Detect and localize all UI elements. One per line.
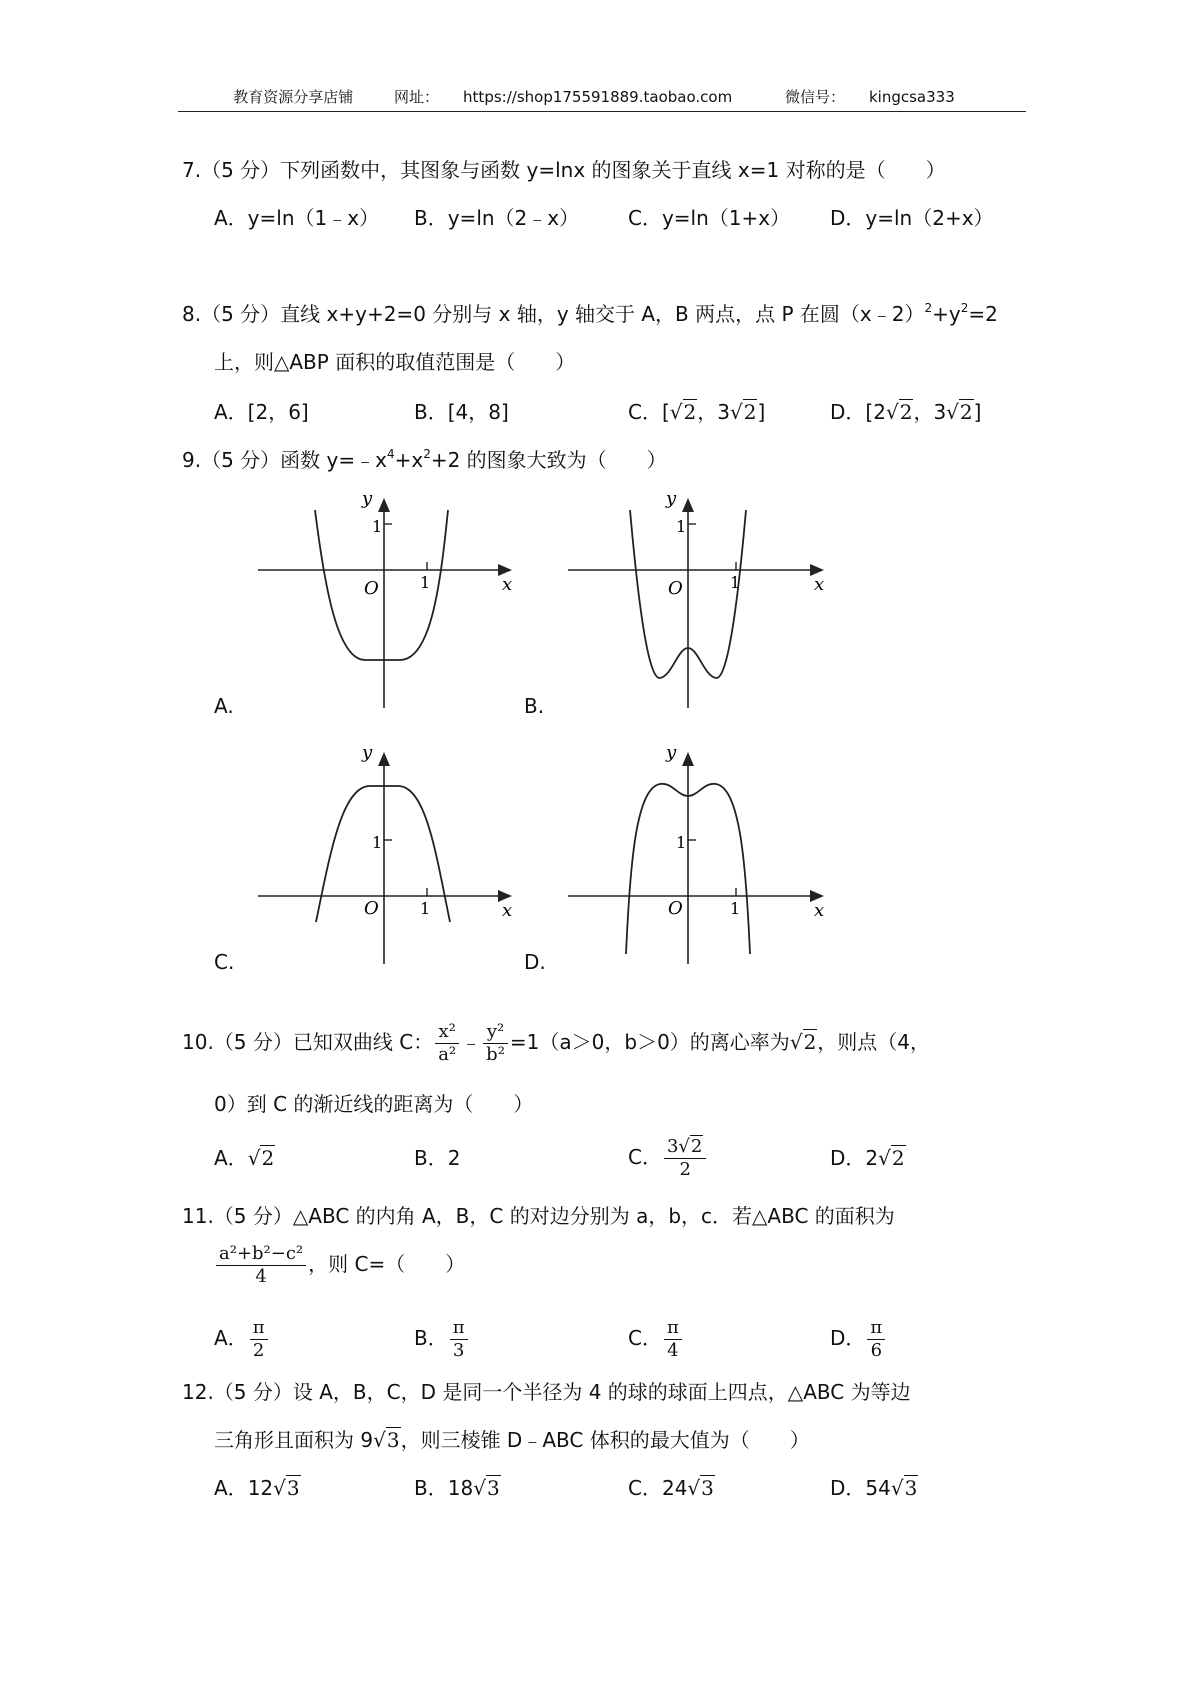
q12-option-a[interactable]: A．12√3	[214, 1476, 300, 1500]
q11-option-c[interactable]: C． $\frac{\pi}{4}$	[628, 1310, 684, 1366]
question-9: 9.（5 分）函数 $y=﹣x^4+x^2+2$ 的图象大致为（ ）	[182, 447, 667, 472]
q9-option-b[interactable]: B.	[524, 694, 545, 718]
q9-option-a[interactable]: A.	[214, 694, 234, 718]
q12-option-d[interactable]: D．54√3	[830, 1476, 918, 1500]
question-8-line1: 8.（5 分）直线 x+y+2=0 分别与 x 轴，y 轴交于 A，B 两点，点 P 在圆$(x﹣2)^2+y^2=2$	[182, 301, 998, 326]
q12-option-b[interactable]: B．18√3	[414, 1476, 500, 1500]
graph-a	[250, 490, 530, 720]
q11-option-b[interactable]: B． $\frac{\pi}{3}$	[414, 1310, 470, 1366]
q8-option-d[interactable]: D．[2√2，3√2]	[830, 400, 982, 424]
y-label: y	[362, 490, 373, 509]
site-url[interactable]: https://shop175591889.taobao.com	[463, 88, 733, 106]
header-rule	[178, 111, 1026, 112]
svg-text:1: 1	[420, 899, 431, 918]
q8-option-b[interactable]: B．[4，8]	[414, 400, 509, 424]
question-11-line1: 11.（5 分）△ABC 的内角 A，B，C 的对边分别为 a，b，c．若△ABC 的面积为	[182, 1204, 895, 1228]
question-12-line1: 12.（5 分）设 A，B，C，D 是同一个半径为 4 的球的球面上四点，△ABC 为等边	[182, 1380, 911, 1404]
x-label: x	[502, 574, 513, 595]
site-label: 网址：	[394, 88, 440, 106]
svg-text:1: 1	[676, 833, 687, 852]
svg-text:y: y	[666, 744, 677, 763]
question-8-line2: 上，则△ABP 面积的取值范围是（ ）	[214, 350, 576, 374]
wechat-label: 微信号：	[784, 88, 845, 106]
question-10-line2: 0）到 C 的渐近线的距离为（ ）	[214, 1092, 534, 1116]
graph-b	[560, 490, 840, 720]
svg-text:O: O	[668, 898, 683, 919]
svg-text:O: O	[668, 578, 683, 599]
svg-text:y: y	[362, 744, 373, 763]
store-name: 教育资源分享店铺	[233, 88, 354, 106]
question-12-line2: 三角形且面积为 9√3，则三棱锥 D﹣ABC 体积的最大值为（ ）	[214, 1428, 810, 1452]
svg-text:O: O	[364, 898, 379, 919]
svg-text:1: 1	[730, 573, 741, 592]
question-7: 7.（5 分）下列函数中，其图象与函数 y=lnx 的图象关于直线 x=1 对称的是（ ）	[182, 158, 946, 182]
origin-label: O	[364, 578, 379, 599]
q11-option-d[interactable]: D． $\frac{\pi}{6}$	[830, 1310, 887, 1366]
q7-option-a[interactable]: A．y=ln（1﹣x）	[214, 206, 380, 230]
x-one-label: 1	[420, 573, 431, 592]
graph-d	[560, 744, 840, 974]
q7-option-d[interactable]: D．y=ln（2+x）	[830, 206, 994, 230]
q8-option-a[interactable]: A．[2，6]	[214, 400, 309, 424]
q10-option-c[interactable]: C． $\frac{3√2}{2}$	[628, 1128, 708, 1186]
q7-option-b[interactable]: B．y=ln（2﹣x）	[414, 206, 580, 230]
svg-text:1: 1	[730, 899, 741, 918]
q10-option-b[interactable]: B．2	[414, 1146, 461, 1170]
q10-option-d[interactable]: D．2√2	[830, 1146, 905, 1170]
y-axis-arrow	[378, 498, 390, 512]
graph-c	[250, 744, 530, 974]
page-header	[0, 86, 1200, 107]
q12-option-c[interactable]: C．24√3	[628, 1476, 714, 1500]
question-11-line2: $\frac{\text{a²+b²−c²}}{4}$ ，则 C=（ ）	[214, 1236, 465, 1292]
wechat-id: kingcsa333	[868, 88, 955, 106]
q8-option-c[interactable]: C．[√2，3√2]	[628, 400, 766, 424]
svg-text:x: x	[502, 900, 513, 921]
q9-option-c[interactable]: C.	[214, 950, 235, 974]
svg-text:1: 1	[676, 517, 687, 536]
svg-text:x: x	[814, 574, 825, 595]
svg-text:x: x	[814, 900, 825, 921]
q10-option-a[interactable]: A．√2	[214, 1146, 275, 1170]
q9-option-d[interactable]: D.	[524, 950, 546, 974]
q11-option-a[interactable]: A． $\frac{\pi}{2}$	[214, 1310, 270, 1366]
q7-option-c[interactable]: C．y=ln（1+x）	[628, 206, 791, 230]
svg-text:1: 1	[372, 833, 383, 852]
question-10-line1: 10.（5 分）已知双曲线 C： $\frac{\text{x²}}{\text{a²}}$ ﹣ $\frac{\text{y²}}{\text{b²}}$ =1（a＞0，b＞0）的离心率为√2，则点（4，	[182, 1021, 931, 1065]
svg-text:y: y	[666, 490, 677, 509]
y-one-label: 1	[372, 517, 383, 536]
